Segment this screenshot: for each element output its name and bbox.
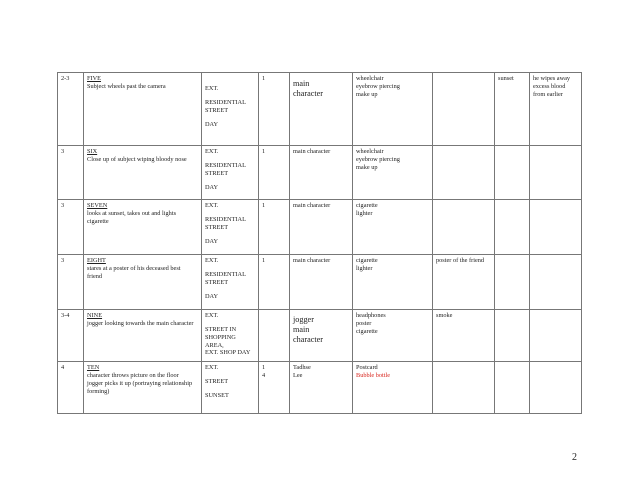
table-row	[58, 362, 582, 414]
shot-title: NINE	[87, 312, 103, 319]
location-cell: EXT. RESIDENTIAL STREET DAY	[202, 200, 259, 255]
shot-breakdown-table	[57, 72, 582, 414]
timing-cell	[495, 255, 530, 310]
timing-cell	[495, 362, 530, 414]
table-row	[58, 146, 582, 200]
shot-description: stares at a poster of his deceased best	[87, 264, 181, 272]
shot-cell	[84, 310, 202, 362]
location-cell: EXT. STREET SUNSET	[202, 362, 259, 414]
scene-number-cell: 4	[58, 362, 84, 414]
props-cell: headphones poster cigarette	[353, 310, 433, 362]
location-cell: EXT. RESIDENTIAL STREET DAY	[202, 73, 259, 146]
shot-title: SEVEN	[87, 202, 108, 209]
timing-cell	[495, 200, 530, 255]
shot-cell	[84, 73, 202, 146]
shot-description: Subject wheels past the camera	[87, 82, 166, 90]
shot-title: EIGHT	[87, 257, 106, 264]
shot-title: FIVE	[87, 75, 101, 82]
table-row	[58, 73, 582, 146]
shot-description: Close up of subject wiping bloody nose	[87, 155, 187, 163]
misc-cell	[433, 146, 495, 200]
cast-number-cell	[259, 310, 290, 362]
cast-name-cell: main character	[290, 73, 353, 146]
misc-cell	[433, 200, 495, 255]
shot-cell: EIGHT stares at a poster of his deceased best friend	[84, 255, 202, 310]
shot-cell	[84, 146, 202, 200]
table-row	[58, 310, 582, 362]
scene-number-cell: 2-3	[58, 73, 84, 146]
misc-cell	[433, 73, 495, 146]
notes-cell: he wipes away excess blood from earlier	[530, 73, 582, 146]
cast-number-cell: 1	[259, 73, 290, 146]
cast-number-cell: 1	[259, 200, 290, 255]
shot-description: looks at sunset, takes out and lights	[87, 209, 177, 217]
props-cell: wheelchair eyebrow piercing make up	[353, 73, 433, 146]
cast-name-cell: main character	[290, 255, 353, 310]
table-row	[58, 200, 582, 255]
cast-number-cell: 1	[259, 255, 290, 310]
scene-number-cell: 3	[58, 146, 84, 200]
location-cell: EXT. RESIDENTIAL STREET DAY	[202, 255, 259, 310]
notes-cell	[530, 362, 582, 414]
cast-name-cell: Tadhse Lee	[290, 362, 353, 414]
notes-cell	[530, 255, 582, 310]
props-cell: Postcard Bubble bottle	[353, 362, 433, 414]
notes-cell	[530, 200, 582, 255]
notes-cell	[530, 310, 582, 362]
highlighted-prop: Bubble bottle	[356, 371, 391, 379]
props-cell: cigarette lighter	[353, 255, 433, 310]
cast-number-cell: 1	[259, 146, 290, 200]
shot-title: SIX	[87, 148, 98, 155]
shot-title: TEN	[87, 364, 100, 371]
shot-cell: TEN character throws picture on the floor jogger picks it up (portraying relationship forming)	[84, 362, 202, 414]
misc-cell	[433, 362, 495, 414]
cast-number-cell: 1 4	[259, 362, 290, 414]
page-number: 2	[572, 452, 577, 463]
location-cell: EXT. STREET IN SHOPPING AREA, EXT. SHOP DAY	[202, 310, 259, 362]
shot-description: character throws picture on the floor	[87, 371, 179, 379]
scene-number-cell: 3	[58, 200, 84, 255]
cast-name-cell: main character	[290, 146, 353, 200]
props-cell: cigarette lighter	[353, 200, 433, 255]
misc-cell: smoke	[433, 310, 495, 362]
timing-cell	[495, 146, 530, 200]
props-cell: wheelchair eyebrow piercing make up	[353, 146, 433, 200]
misc-cell: poster of the friend	[433, 255, 495, 310]
cast-name-cell: jogger main character	[290, 310, 353, 362]
timing-cell: sunset	[495, 73, 530, 146]
notes-cell	[530, 146, 582, 200]
cast-name-cell: main character	[290, 200, 353, 255]
scene-number-cell: 3-4	[58, 310, 84, 362]
shot-cell: SEVEN looks at sunset, takes out and lights cigarette	[84, 200, 202, 255]
timing-cell	[495, 310, 530, 362]
location-cell: EXT. RESIDENTIAL STREET DAY	[202, 146, 259, 200]
scene-number-cell: 3	[58, 255, 84, 310]
table-row	[58, 255, 582, 310]
shot-description: jogger looking towards the main character	[87, 319, 194, 327]
